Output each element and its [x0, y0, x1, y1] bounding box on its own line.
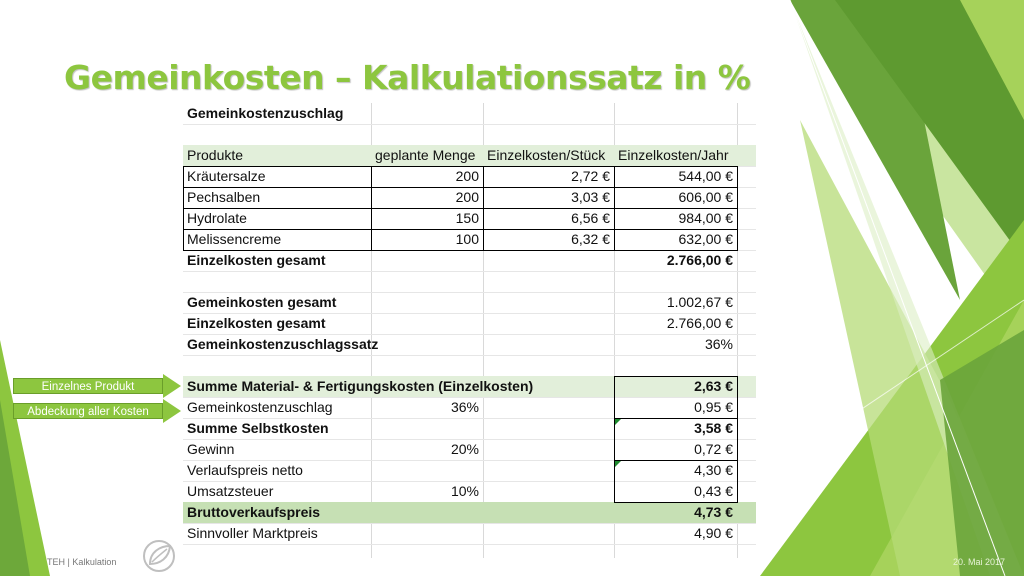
- row-border: [183, 229, 738, 230]
- row-border: [183, 208, 738, 209]
- total-direct-costs-label: Einzelkosten gesamt: [187, 252, 326, 268]
- calc-value: 0,72 €: [694, 441, 733, 457]
- table-row: [183, 103, 756, 125]
- calc-value: 4,30 €: [694, 462, 733, 478]
- table-row: [183, 124, 756, 146]
- footer-label: TEH | Kalkulation: [47, 557, 117, 567]
- annual-cost: 632,00 €: [678, 231, 733, 247]
- table-row: [183, 397, 756, 419]
- overhead-total-label: Gemeinkosten gesamt: [187, 294, 337, 310]
- calc-value: 0,95 €: [694, 399, 733, 415]
- column-header: Produkte: [187, 147, 244, 163]
- calc-value: 0,43 €: [694, 483, 733, 499]
- calc-label: Gemeinkostenzuschlag: [187, 399, 333, 415]
- total-direct-costs-value: 2.766,00 €: [666, 252, 733, 268]
- table-row: [183, 271, 756, 293]
- calc-label: Gewinn: [187, 441, 235, 457]
- calc-label: Summe Selbstkosten: [187, 420, 329, 436]
- unit-cost: 2,72 €: [571, 168, 610, 184]
- column-border: [614, 166, 615, 251]
- footer-date: 20. Mai 2017: [953, 557, 1006, 567]
- table-row: [183, 334, 756, 356]
- table-row: [183, 355, 756, 377]
- leaf-logo-icon: [140, 538, 178, 574]
- column-border: [371, 166, 372, 251]
- table-row: [183, 292, 756, 314]
- overhead-total-value: 1.002,67 €: [666, 294, 733, 310]
- column-border: [483, 166, 484, 251]
- product-name: Melissencreme: [187, 231, 282, 247]
- column-header: Einzelkosten/Jahr: [618, 147, 729, 163]
- table-row: [183, 502, 756, 524]
- column-header: Einzelkosten/Stück: [487, 147, 606, 163]
- table-row: [183, 523, 756, 545]
- table-row: [183, 481, 756, 503]
- table-row: [183, 166, 756, 188]
- calc-percent: 20%: [450, 441, 479, 457]
- cell-marker: [615, 419, 621, 425]
- unit-cost: 6,32 €: [571, 231, 610, 247]
- calc-percent: 36%: [450, 399, 479, 415]
- table-row: [183, 439, 756, 461]
- calc-label: Bruttoverkaufspreis: [187, 504, 321, 520]
- calc-value: 2,63 €: [694, 378, 733, 394]
- calc-label: Umsatzsteuer: [187, 483, 274, 499]
- table-row: [183, 208, 756, 230]
- table-row: [183, 250, 756, 272]
- annual-cost: 606,00 €: [678, 189, 733, 205]
- calc-value: 4,73 €: [694, 504, 733, 520]
- planned-quantity: 100: [455, 231, 479, 247]
- planned-quantity: 200: [455, 189, 479, 205]
- unit-cost: 3,03 €: [571, 189, 610, 205]
- annual-cost: 544,00 €: [678, 168, 733, 184]
- product-name: Hydrolate: [187, 210, 247, 226]
- product-name: Pechsalben: [187, 189, 261, 205]
- product-name: Kräutersalze: [187, 168, 266, 184]
- table-row: [183, 418, 756, 440]
- annual-cost: 984,00 €: [678, 210, 733, 226]
- row-border: [614, 460, 738, 461]
- cell-marker: [615, 461, 621, 467]
- sheet-heading: Gemeinkostenzuschlag: [187, 105, 344, 121]
- overhead-rate-value: 36%: [704, 336, 733, 352]
- callout-cost-coverage: Abdeckung aller Kosten: [13, 403, 163, 419]
- calc-value: 4,90 €: [694, 525, 733, 541]
- row-border: [183, 187, 738, 188]
- calc-label: Verlaufspreis netto: [187, 462, 303, 478]
- spreadsheet: [183, 103, 756, 558]
- slide-title: Gemeinkosten – Kalkulationssatz in %: [64, 58, 751, 97]
- overhead-rate-label: Gemeinkostenzuschlagssatz: [187, 336, 379, 352]
- direct-costs-label: Einzelkosten gesamt: [187, 315, 326, 331]
- calc-value: 3,58 €: [694, 420, 733, 436]
- table-row: [183, 313, 756, 335]
- table-row: [183, 187, 756, 209]
- table-row: [183, 229, 756, 251]
- calc-label: Sinnvoller Marktpreis: [187, 525, 318, 541]
- callout-single-product: Einzelnes Produkt: [13, 378, 163, 394]
- table-row: [183, 376, 756, 398]
- unit-cost: 6,56 €: [571, 210, 610, 226]
- direct-costs-value: 2.766,00 €: [666, 315, 733, 331]
- row-border: [614, 418, 738, 419]
- column-header: geplante Menge: [375, 147, 476, 163]
- calc-percent: 10%: [450, 483, 479, 499]
- header-row: [183, 145, 756, 167]
- planned-quantity: 200: [455, 168, 479, 184]
- planned-quantity: 150: [455, 210, 479, 226]
- table-row: [183, 460, 756, 482]
- calc-label: Summe Material- & Fertigungskosten (Einzelkosten): [187, 378, 534, 394]
